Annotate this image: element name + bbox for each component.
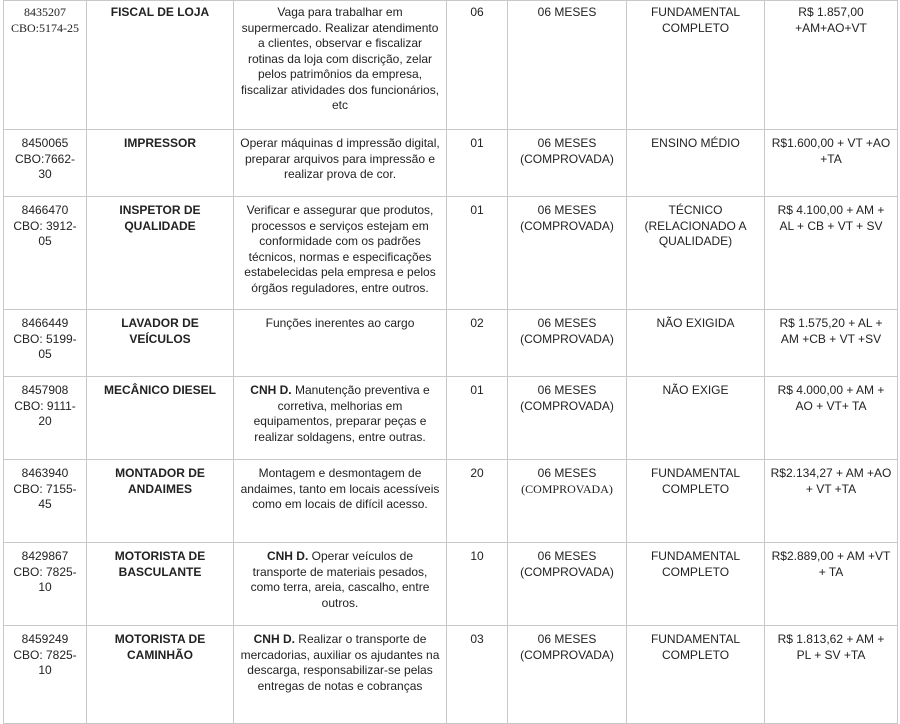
- description-text: Operar máquinas d impressão digital, preparar arquivos para impressão e realizar prova de cor.: [240, 136, 440, 181]
- job-title: MOTORISTA DE CAMINHÃO: [87, 626, 234, 724]
- job-description: [234, 310, 447, 377]
- experience-proof: (COMPROVADA): [521, 481, 613, 496]
- license-requirement: CNH D.: [253, 632, 295, 646]
- experience-requirement: 06 MESES (COMPROVADA): [508, 377, 627, 460]
- table-row: [4, 130, 898, 197]
- license-requirement: CNH D.: [266, 549, 309, 563]
- job-description: [234, 197, 447, 310]
- salary-benefits: R$ 1.575,20 + AL + AM +CB + VT +SV: [765, 310, 898, 377]
- table-row: [4, 1, 898, 130]
- description-text: Realizar o transporte de mercadorias, auxiliar os ajudantes na descarga, responsabilizar-se pelas entregas de notas e cobranças: [240, 632, 440, 693]
- vacancy-quantity: 10: [447, 543, 508, 626]
- job-description: [234, 1, 447, 130]
- job-title: FISCAL DE LOJA: [87, 1, 234, 130]
- table-row: [4, 626, 898, 724]
- job-title: LAVADOR DE VEÍCULOS: [87, 310, 234, 377]
- salary-benefits: R$2.889,00 + AM +VT + TA: [765, 543, 898, 626]
- education-requirement: FUNDAMENTAL COMPLETO: [627, 626, 765, 724]
- vacancy-code: 8466470 CBO: 3912-05: [4, 197, 87, 310]
- job-openings-table: [3, 0, 898, 724]
- experience-requirement: 06 MESES: [508, 1, 627, 130]
- table-row: [4, 377, 898, 460]
- vacancy-code: 8435207 CBO:5174-25: [4, 1, 87, 130]
- vacancy-quantity: 20: [447, 460, 508, 543]
- salary-benefits: R$ 1.813,62 + AM + PL + SV +TA: [765, 626, 898, 724]
- salary-benefits: R$2.134,27 + AM +AO + VT +TA: [765, 460, 898, 543]
- table-row: [4, 197, 898, 310]
- job-description: [234, 130, 447, 197]
- job-title: MOTORISTA DE BASCULANTE: [87, 543, 234, 626]
- salary-benefits: R$ 4.000,00 + AM + AO + VT+ TA: [765, 377, 898, 460]
- job-title: MECÂNICO DIESEL: [87, 377, 234, 460]
- vacancy-quantity: 01: [447, 377, 508, 460]
- education-requirement: FUNDAMENTAL COMPLETO: [627, 460, 765, 543]
- vacancy-code: 8429867 CBO: 7825-10: [4, 543, 87, 626]
- vacancy-code: 8466449 CBO: 5199-05: [4, 310, 87, 377]
- education-requirement: FUNDAMENTAL COMPLETO: [627, 543, 765, 626]
- salary-benefits: R$ 4.100,00 + AM + AL + CB + VT + SV: [765, 197, 898, 310]
- education-requirement: TÉCNICO (RELACIONADO A QUALIDADE): [627, 197, 765, 310]
- vacancy-code: 8463940 CBO: 7155-45: [4, 460, 87, 543]
- vacancy-quantity: 06: [447, 1, 508, 130]
- salary-benefits: R$ 1.857,00 +AM+AO+VT: [765, 1, 898, 130]
- vacancy-quantity: 02: [447, 310, 508, 377]
- job-description: [234, 543, 447, 626]
- education-requirement: NÃO EXIGIDA: [627, 310, 765, 377]
- salary-benefits: R$1.600,00 + VT +AO +TA: [765, 130, 898, 197]
- job-title: INSPETOR DE QUALIDADE: [87, 197, 234, 310]
- description-text: Verificar e assegurar que produtos, processos e serviços estejam em conformidade com os padrões técnicos, normas e especificações estabelecidas pela empresa e pelos órgãos reguladores, entre outros.: [244, 203, 436, 295]
- vacancy-quantity: 01: [447, 197, 508, 310]
- experience-duration: 06 MESES: [537, 466, 597, 480]
- description-text: Montagem e desmontagem de andaimes, tanto em locais acessíveis como em locais de difícil acesso.: [240, 466, 440, 511]
- experience-requirement: 06 MESES (COMPROVADA): [508, 197, 627, 310]
- education-requirement: FUNDAMENTAL COMPLETO: [627, 1, 765, 130]
- experience-requirement: 06 MESES (COMPROVADA): [508, 626, 627, 724]
- table-row: [4, 460, 898, 543]
- job-title: MONTADOR DE ANDAIMES: [87, 460, 234, 543]
- experience-requirement: 06 MESES (COMPROVADA): [508, 543, 627, 626]
- vacancy-code: 8457908 CBO: 9111-20: [4, 377, 87, 460]
- table-row: [4, 543, 898, 626]
- vacancy-quantity: 01: [447, 130, 508, 197]
- job-description: [234, 377, 447, 460]
- license-requirement: CNH D.: [250, 383, 292, 397]
- experience-requirement: 06 MESES (COMPROVADA): [508, 130, 627, 197]
- job-description: [234, 460, 447, 543]
- vacancy-code: 8450065 CBO:7662-30: [4, 130, 87, 197]
- education-requirement: ENSINO MÉDIO: [627, 130, 765, 197]
- job-title: IMPRESSOR: [87, 130, 234, 197]
- vacancy-quantity: 03: [447, 626, 508, 724]
- description-text: Operar veículos de transporte de materiais pesados, como terra, areia, cascalho, entre outros.: [250, 549, 430, 610]
- table-row: [4, 310, 898, 377]
- experience-requirement: [508, 460, 627, 543]
- vacancy-code: 8459249 CBO: 7825-10: [4, 626, 87, 724]
- education-requirement: NÃO EXIGE: [627, 377, 765, 460]
- description-text: Funções inerentes ao cargo: [265, 316, 415, 330]
- job-description: [234, 626, 447, 724]
- description-text: Manutenção preventiva e corretiva, melhorias em equipamentos, preparar peças e realizar soldagens, entre outras.: [253, 383, 430, 444]
- experience-requirement: 06 MESES (COMPROVADA): [508, 310, 627, 377]
- description-text: Vaga para trabalhar em supermercado. Realizar atendimento a clientes, observar e fiscalizar rotinas da loja com discrição, zelar pelos patrimônios da empresa, fiscalizar atividades dos funcionários, etc: [240, 5, 440, 112]
